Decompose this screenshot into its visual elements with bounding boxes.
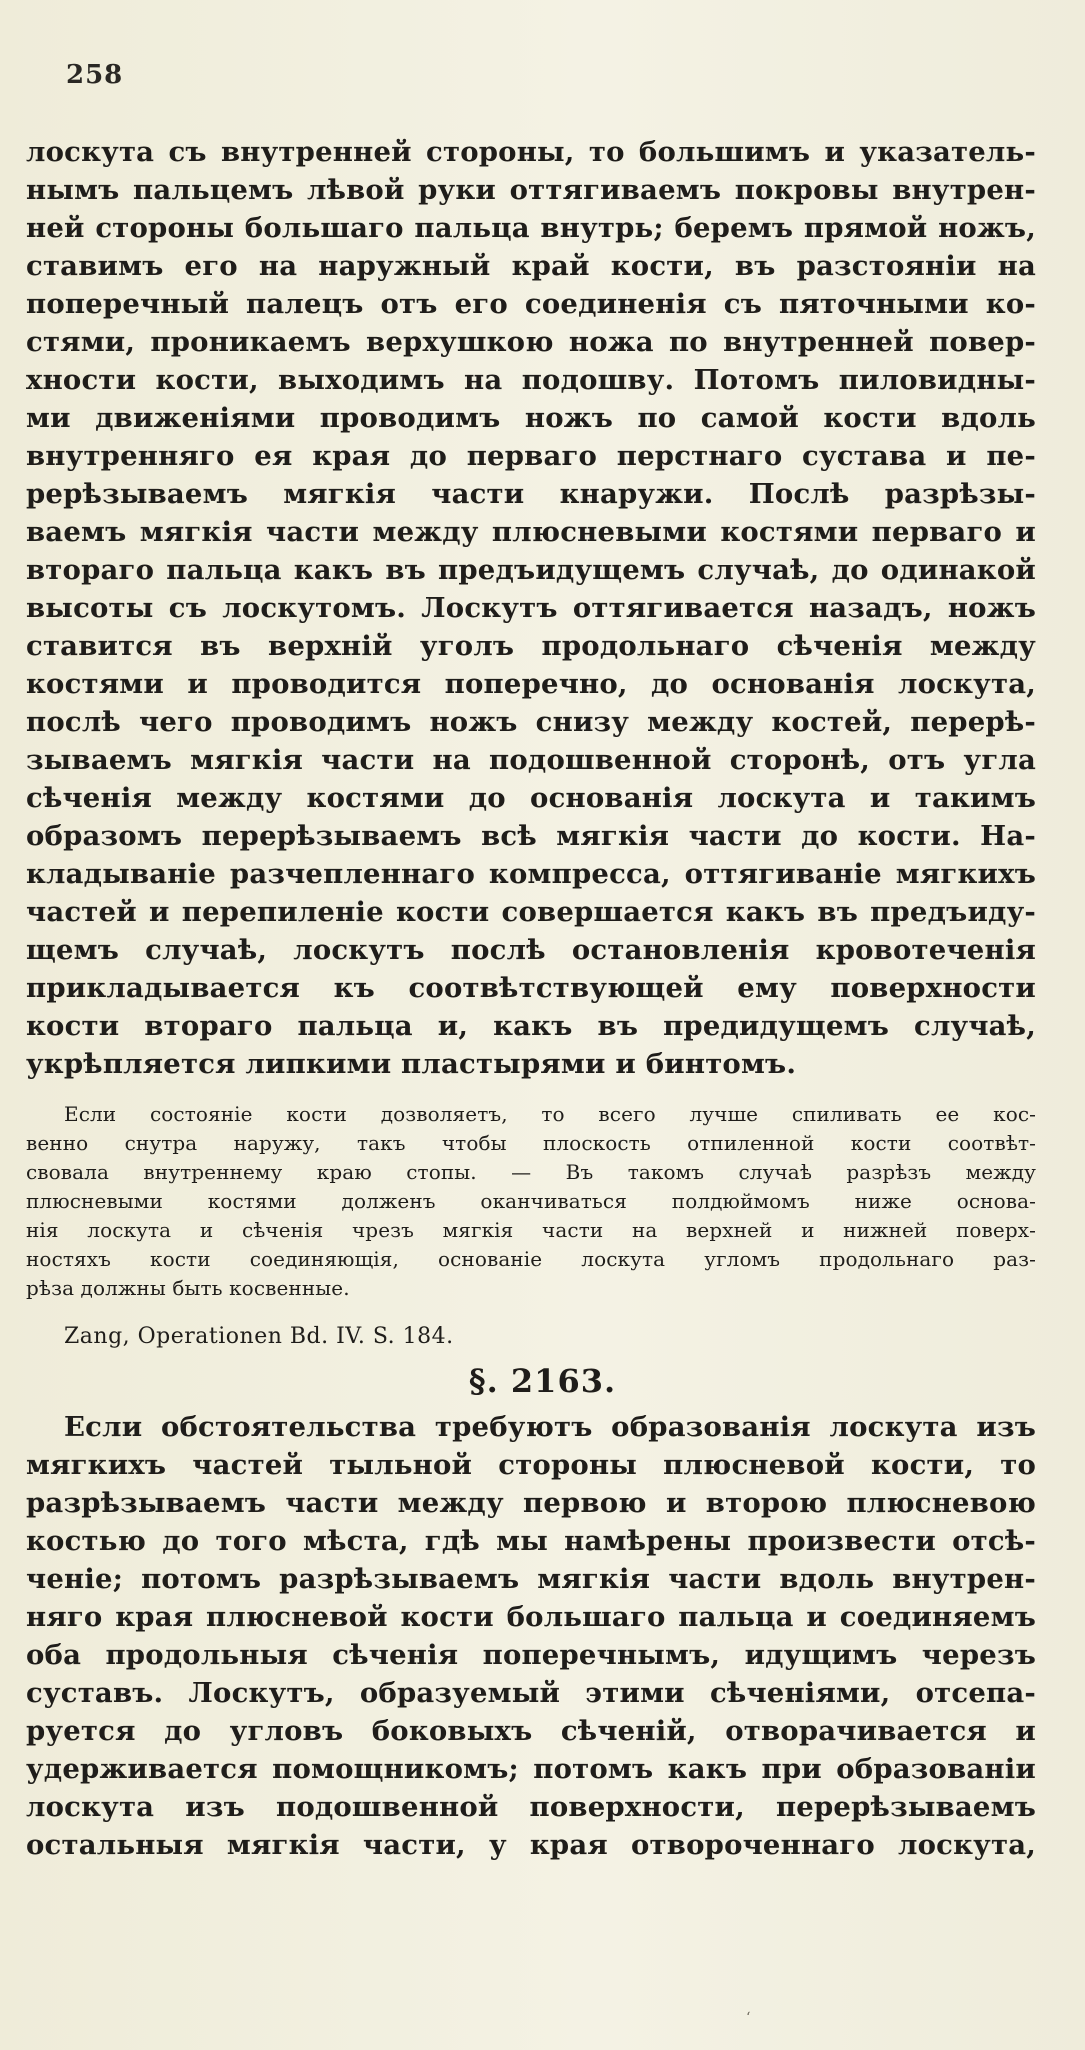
note-line: свовала внутреннему краю стопы. — Въ такомъ случаѣ разрѣзъ между xyxy=(26,1160,1036,1184)
note-line: плюсневыми костями долженъ оканчиваться полдюймомъ ниже основа- xyxy=(26,1189,1036,1213)
text-line: сѣченiя между костями до основанiя лоскута и такимъ xyxy=(26,782,1036,814)
text-line: ми движенiями проводимъ ножъ по самой кости вдоль xyxy=(26,402,1036,434)
text-line: втораго пальца какъ въ предъидущемъ случаѣ, до одинакой xyxy=(26,554,1036,586)
text-line: высоты съ лоскутомъ. Лоскутъ оттягивается назадъ, ножъ xyxy=(26,592,1036,624)
text-line: ставимъ его на наружный край кости, въ разстоянiи на xyxy=(26,250,1036,282)
note-line: Если состоянiе кости дозволяетъ, то всего лучше спиливать ее кос- xyxy=(64,1102,1036,1126)
text-line: ваемъ мягкiя части между плюсневыми костями перваго и xyxy=(26,516,1036,548)
text-line: няго края плюсневой кости большаго пальца и соединяемъ xyxy=(26,1601,1036,1633)
text-line: удерживается помощникомъ; потомъ какъ при образованiи xyxy=(26,1753,1036,1785)
note-line: нiя лоскута и сѣченiя чрезъ мягкiя части на верхней и нижней поверх- xyxy=(26,1218,1036,1242)
text-line: ней стороны большаго пальца внутрь; беремъ прямой ножъ, xyxy=(26,212,1036,244)
text-line: остальныя мягкiя части, у края отвороченнаго лоскута, xyxy=(26,1829,1036,1861)
text-line: суставъ. Лоскутъ, образуемый этими сѣченiями, отсепа- xyxy=(26,1677,1036,1709)
text-line: лоскута изъ подошвенной поверхности, перерѣзываемъ xyxy=(26,1791,1036,1823)
text-line: укрѣпляется липкими пластырями и бинтомъ. xyxy=(26,1048,797,1080)
text-line: лоскута съ внутренней стороны, то большимъ и указатель- xyxy=(26,136,1036,168)
note-line: рѣза должны быть косвенные. xyxy=(26,1276,350,1300)
text-line: Если обстоятельства требуютъ образованiя лоскута изъ xyxy=(64,1411,1036,1443)
paragraph-2 xyxy=(26,1408,1036,1864)
text-line: рерѣзываемъ мягкiя части кнаружи. Послѣ разрѣзы- xyxy=(26,478,1036,510)
footnote xyxy=(26,1100,1036,1303)
text-line: зываемъ мягкiя части на подошвенной сторонѣ, отъ угла xyxy=(26,744,1036,776)
text-line: костями и проводится поперечно, до основанiя лоскута, xyxy=(26,668,1036,700)
note-line: венно снутра наружу, такъ чтобы плоскость отпиленной кости соотвѣт- xyxy=(26,1131,1036,1155)
text-line: послѣ чего проводимъ ножъ снизу между костей, перерѣ- xyxy=(26,706,1036,738)
text-line: ставится въ верхнiй уголъ продольнаго сѣченiя между xyxy=(26,630,1036,662)
text-line: щемъ случаѣ, лоскутъ послѣ остановленiя кровотеченiя xyxy=(26,934,1036,966)
text-line: частей и перепиленiе кости совершается какъ въ предъиду- xyxy=(26,896,1036,928)
paragraph-1 xyxy=(26,133,1036,1083)
section-heading: §. 2163. xyxy=(468,1362,617,1400)
text-line: нымъ пальцемъ лѣвой руки оттягиваемъ покровы внутрен- xyxy=(26,174,1036,206)
text-line: костью до того мѣста, гдѣ мы намѣрены произвести отсѣ- xyxy=(26,1525,1036,1557)
text-line: образомъ перерѣзываемъ всѣ мягкiя части до кости. На- xyxy=(26,820,1036,852)
text-line: прикладывается къ соотвѣтствующей ему поверхности xyxy=(26,972,1036,1004)
reference-citation: Zang, Operationen Bd. IV. S. 184. xyxy=(64,1324,454,1349)
text-line: стями, проникаемъ верхушкою ножа по внутренней повер- xyxy=(26,326,1036,358)
text-line: внутренняго ея края до перваго перстнаго сустава и пе- xyxy=(26,440,1036,472)
text-line: руется до угловъ боковыхъ сѣченiй, отворачивается и xyxy=(26,1715,1036,1747)
page-number: 258 xyxy=(66,60,124,90)
text-line: мягкихъ частей тыльной стороны плюсневой кости, то xyxy=(26,1449,1036,1481)
text-line: хности кости, выходимъ на подошву. Потомъ пиловидны- xyxy=(26,364,1036,396)
text-line: кости втораго пальца и, какъ въ предидущемъ случаѣ, xyxy=(26,1010,1036,1042)
text-line: ченiе; потомъ разрѣзываемъ мягкiя части вдоль внутрен- xyxy=(26,1563,1036,1595)
text-line: поперечный палецъ отъ его соединенiя съ пяточными ко- xyxy=(26,288,1036,320)
text-line: оба продольныя сѣченiя поперечнымъ, идущимъ черезъ xyxy=(26,1639,1036,1671)
text-line: кладыванiе разчепленнаго компресса, оттягиванiе мягкихъ xyxy=(26,858,1036,890)
text-line: разрѣзываемъ части между первою и второю плюсневою xyxy=(26,1487,1036,1519)
margin-mark: ʻ xyxy=(746,2010,751,2026)
note-line: ностяхъ кости соединяющiя, основанiе лоскута угломъ продольнаго раз- xyxy=(26,1247,1036,1271)
